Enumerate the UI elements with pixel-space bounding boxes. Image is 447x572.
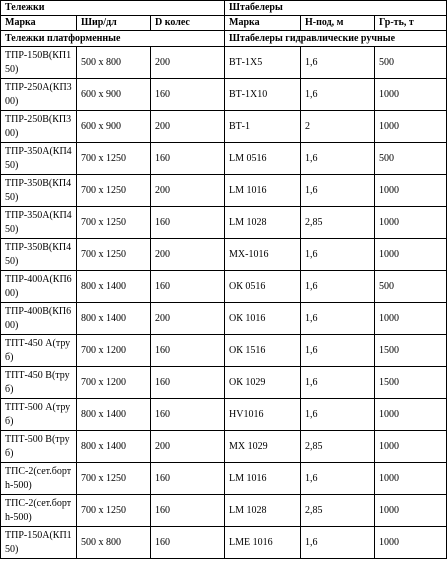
lift-height-cell: 1,6 — [301, 527, 375, 559]
cart-brand-cell: ТПС-2(сет.борт h-500) — [1, 463, 77, 495]
capacity-cell: 500 — [375, 143, 447, 175]
table-row — [1, 143, 447, 175]
cart-size-cell: 500 х 800 — [77, 527, 151, 559]
wheel-diameter-cell: 160 — [151, 271, 225, 303]
cart-size-cell: 700 х 1250 — [77, 175, 151, 207]
table-row — [1, 367, 447, 399]
lift-height-cell: 1,6 — [301, 47, 375, 79]
stacker-brand-cell: ВТ-1Х10 — [225, 79, 301, 111]
wheel-diameter-cell: 160 — [151, 367, 225, 399]
subheader-row — [1, 31, 447, 47]
capacity-cell: 1500 — [375, 367, 447, 399]
stacker-brand-cell: ОК 1029 — [225, 367, 301, 399]
cart-size-cell: 800 х 1400 — [77, 431, 151, 463]
stacker-brand-cell: LME 1016 — [225, 527, 301, 559]
lift-height-cell: 1,6 — [301, 79, 375, 111]
capacity-cell: 1000 — [375, 399, 447, 431]
cart-size-cell: 600 х 900 — [77, 111, 151, 143]
lift-height-cell: 2 — [301, 111, 375, 143]
lift-height-cell: 1,6 — [301, 143, 375, 175]
wheel-diameter-cell: 160 — [151, 399, 225, 431]
stacker-brand-cell: ВТ-1Х5 — [225, 47, 301, 79]
capacity-cell: 1000 — [375, 207, 447, 239]
header-wheel-diameter: D колес — [151, 16, 225, 31]
capacity-cell: 500 — [375, 271, 447, 303]
cart-brand-cell: ТПР-400В(КП600) — [1, 303, 77, 335]
cart-size-cell: 700 х 1250 — [77, 143, 151, 175]
capacity-cell: 1000 — [375, 463, 447, 495]
wheel-diameter-cell: 160 — [151, 79, 225, 111]
lift-height-cell: 1,6 — [301, 239, 375, 271]
stacker-brand-cell: ВТ-1 — [225, 111, 301, 143]
capacity-cell: 1000 — [375, 303, 447, 335]
table-row — [1, 79, 447, 111]
table-row — [1, 175, 447, 207]
table-row — [1, 335, 447, 367]
lift-height-cell: 1,6 — [301, 175, 375, 207]
table-row — [1, 399, 447, 431]
lift-height-cell: 1,6 — [301, 303, 375, 335]
capacity-cell: 1000 — [375, 111, 447, 143]
stacker-brand-cell: LM 1016 — [225, 463, 301, 495]
stacker-brand-cell: ОК 1016 — [225, 303, 301, 335]
cart-size-cell: 500 х 800 — [77, 47, 151, 79]
cart-size-cell: 700 х 1250 — [77, 463, 151, 495]
lift-height-cell: 1,6 — [301, 367, 375, 399]
cart-size-cell: 700 х 1200 — [77, 367, 151, 399]
section-title-stackers: Штабелеры — [225, 1, 447, 16]
lift-height-cell: 2,85 — [301, 495, 375, 527]
cart-size-cell: 800 х 1400 — [77, 303, 151, 335]
cart-size-cell: 800 х 1400 — [77, 399, 151, 431]
cart-brand-cell: ТПР-150В(КП150) — [1, 47, 77, 79]
wheel-diameter-cell: 200 — [151, 239, 225, 271]
capacity-cell: 500 — [375, 47, 447, 79]
lift-height-cell: 2,85 — [301, 431, 375, 463]
header-capacity: Гр-ть, т — [375, 16, 447, 31]
wheel-diameter-cell: 200 — [151, 431, 225, 463]
capacity-cell: 1000 — [375, 175, 447, 207]
capacity-cell: 1000 — [375, 79, 447, 111]
lift-height-cell: 2,85 — [301, 207, 375, 239]
cart-size-cell: 700 х 1200 — [77, 335, 151, 367]
cart-brand-cell: ТПР-150А(КП150) — [1, 527, 77, 559]
capacity-cell: 1500 — [375, 335, 447, 367]
cart-brand-cell: ТПС-2(сет.борт h-500) — [1, 495, 77, 527]
cart-size-cell: 700 х 1250 — [77, 207, 151, 239]
cart-size-cell: 600 х 900 — [77, 79, 151, 111]
cart-brand-cell: ТПР-400А(КП600) — [1, 271, 77, 303]
capacity-cell: 1000 — [375, 239, 447, 271]
header-width-length: Шир/дл — [77, 16, 151, 31]
table-row — [1, 303, 447, 335]
section-title-carts: Тележки — [1, 1, 225, 16]
wheel-diameter-cell: 160 — [151, 207, 225, 239]
cart-brand-cell: ТПТ-450 В(труб) — [1, 367, 77, 399]
wheel-diameter-cell: 160 — [151, 335, 225, 367]
cart-brand-cell: ТПР-250В(КП300) — [1, 111, 77, 143]
cart-brand-cell: ТПР-350В(КП450) — [1, 175, 77, 207]
cart-brand-cell: ТПТ-500 В(труб) — [1, 431, 77, 463]
table-row — [1, 527, 447, 559]
header-brand: Марка — [1, 16, 77, 31]
cart-size-cell: 700 х 1250 — [77, 495, 151, 527]
lift-height-cell: 1,6 — [301, 463, 375, 495]
stacker-brand-cell: LM 1028 — [225, 495, 301, 527]
cart-brand-cell: ТПТ-450 А(труб) — [1, 335, 77, 367]
stacker-brand-cell: LM 0516 — [225, 143, 301, 175]
wheel-diameter-cell: 200 — [151, 175, 225, 207]
cart-brand-cell: ТПР-250А(КП300) — [1, 79, 77, 111]
header-lift-height: Н-под, м — [301, 16, 375, 31]
capacity-cell: 1000 — [375, 431, 447, 463]
column-header-row — [1, 16, 447, 31]
wheel-diameter-cell: 200 — [151, 303, 225, 335]
table-row — [1, 207, 447, 239]
cart-brand-cell: ТПТ-500 А(труб) — [1, 399, 77, 431]
section-title-row — [1, 1, 447, 16]
cart-brand-cell: ТПР-350А(КП450) — [1, 143, 77, 175]
table-row — [1, 431, 447, 463]
stacker-brand-cell: ОК 0516 — [225, 271, 301, 303]
stacker-brand-cell: МХ-1016 — [225, 239, 301, 271]
capacity-cell: 1000 — [375, 527, 447, 559]
stacker-brand-cell: ОК 1516 — [225, 335, 301, 367]
cart-size-cell: 800 х 1400 — [77, 271, 151, 303]
cart-brand-cell: ТПР-350В(КП450) — [1, 239, 77, 271]
wheel-diameter-cell: 200 — [151, 111, 225, 143]
table-row — [1, 111, 447, 143]
wheel-diameter-cell: 200 — [151, 47, 225, 79]
table-row — [1, 239, 447, 271]
stacker-brand-cell: LM 1016 — [225, 175, 301, 207]
table-row — [1, 47, 447, 79]
header-brand-stacker: Марка — [225, 16, 301, 31]
stacker-brand-cell: LM 1028 — [225, 207, 301, 239]
stacker-brand-cell: МХ 1029 — [225, 431, 301, 463]
wheel-diameter-cell: 160 — [151, 463, 225, 495]
capacity-cell: 1000 — [375, 495, 447, 527]
cart-brand-cell: ТПР-350А(КП450) — [1, 207, 77, 239]
table-row — [1, 271, 447, 303]
wheel-diameter-cell: 160 — [151, 527, 225, 559]
subheader-platform-carts: Тележки платформенные — [1, 31, 225, 47]
wheel-diameter-cell: 160 — [151, 143, 225, 175]
lift-height-cell: 1,6 — [301, 399, 375, 431]
subheader-hydraulic-stackers: Штабелеры гидравлические ручные — [225, 31, 447, 47]
stacker-brand-cell: HV1016 — [225, 399, 301, 431]
table-row — [1, 463, 447, 495]
wheel-diameter-cell: 160 — [151, 495, 225, 527]
table-row — [1, 495, 447, 527]
lift-height-cell: 1,6 — [301, 335, 375, 367]
lift-height-cell: 1,6 — [301, 271, 375, 303]
cart-size-cell: 700 х 1250 — [77, 239, 151, 271]
